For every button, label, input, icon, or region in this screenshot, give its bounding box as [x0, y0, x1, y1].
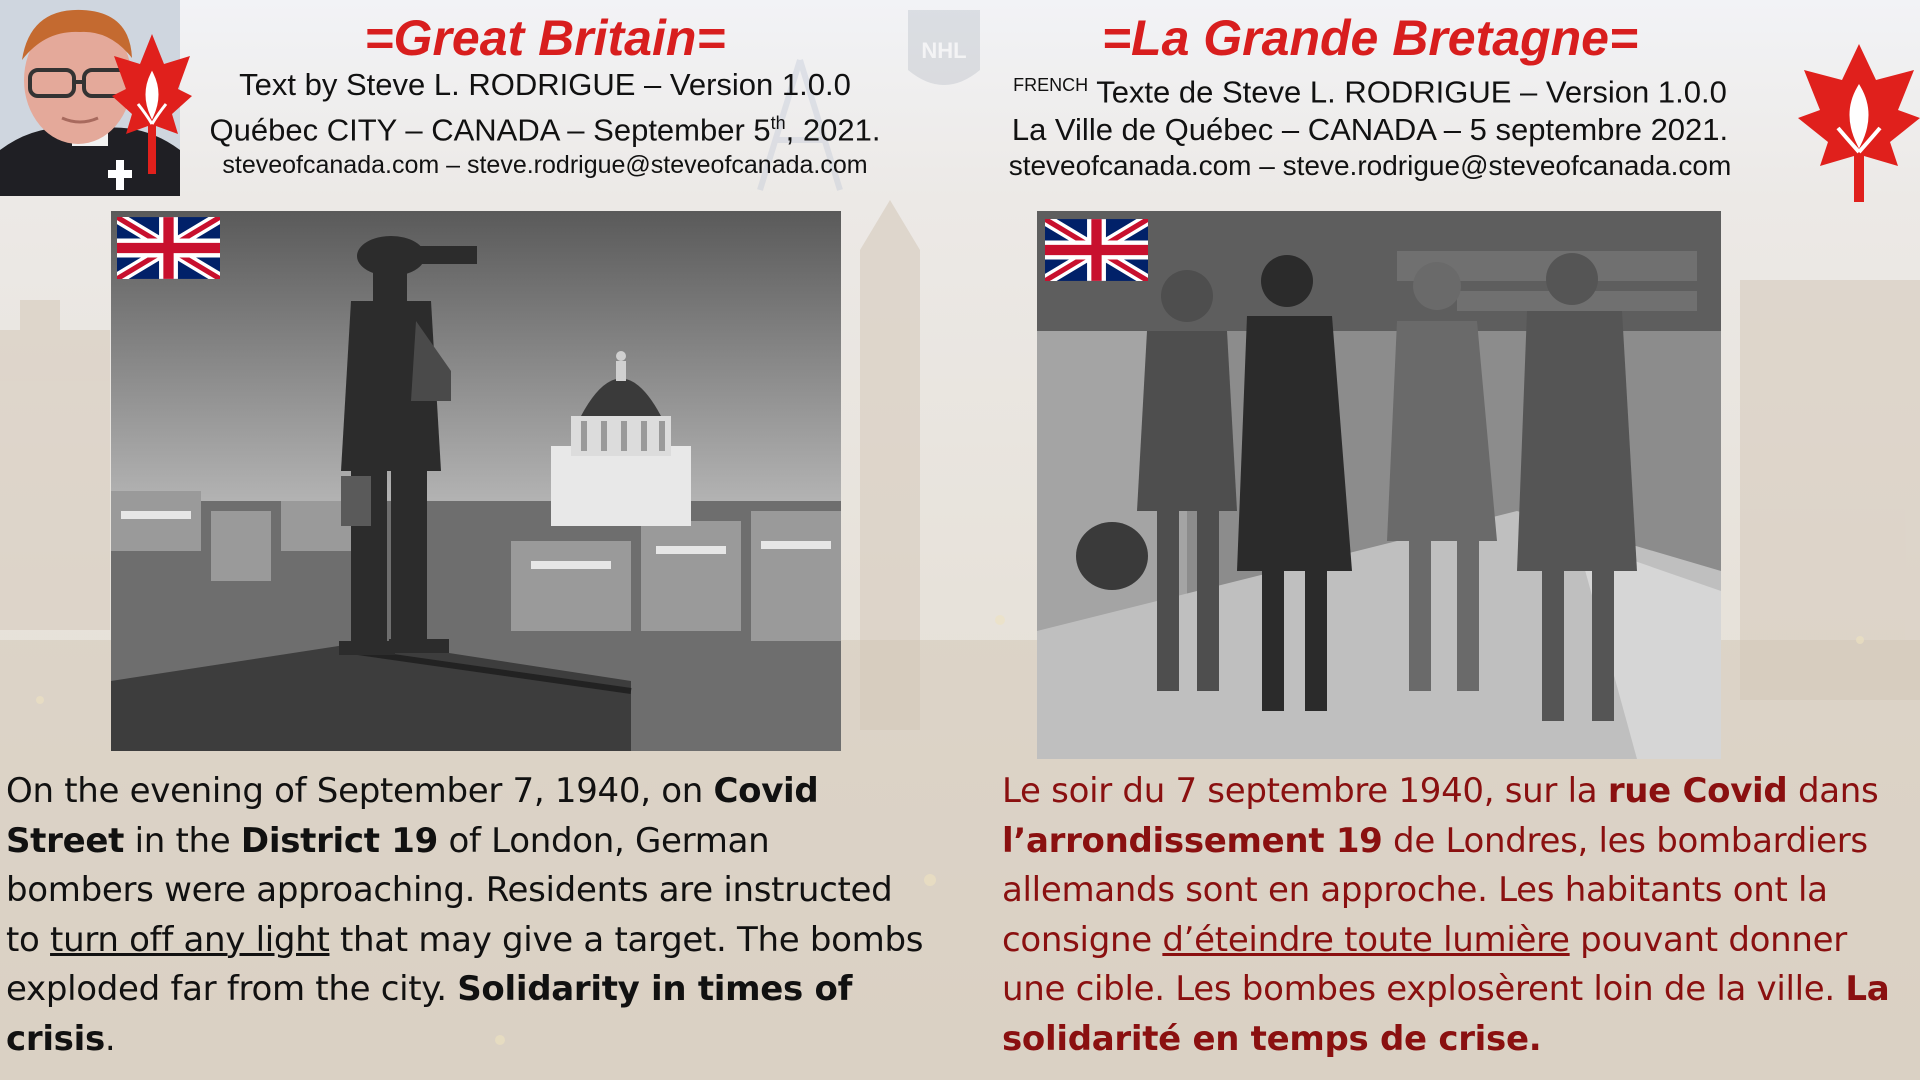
story-text-french: Le soir du 7 septembre 1940, sur la rue Covid dans l’arrondissement 19 de Londres, les bombardiers allemands sont en approche. Les habitants ont la consigne d’éteindre toute lumière pouvant donner une cible. Les bombes explosèrent loin de la ville. La solidarité en temps de crise.: [1002, 771, 1890, 1059]
header-english: [180, 0, 910, 181]
contact-line-french[interactable]: steveofcanada.com – steve.rodrigue@steveofcanada.com: [1008, 150, 1732, 182]
union-jack-flag: [1045, 219, 1148, 281]
maple-leaf-fleur-de-lis-logo: [1798, 44, 1920, 202]
title-english: =Great Britain=: [364, 10, 726, 66]
story-text-english: On the evening of September 7, 1940, on Covid Street in the District 19 of London, German bombers were approaching. Residents are instructed to turn off any light that may give a target. The bombs exploded far from the city. Solidarity in times of crisis.: [6, 771, 924, 1059]
location-date-french: La Ville de Québec – CANADA – 5 septembre 2021.: [1011, 112, 1729, 148]
title-french: =La Grande Bretagne=: [1101, 10, 1639, 66]
union-jack-flag: [117, 217, 220, 279]
location-date-english: Québec CITY – CANADA – September 5th, 2021.: [209, 112, 881, 148]
svg-text:NHL: NHL: [921, 38, 967, 63]
author-line-french: $^{FRENCH}$ Texte de Steve L. RODRIGUE – Version 1.0.0: [1013, 74, 1727, 110]
photo-rooftop-observer: [111, 211, 841, 751]
photo-women-walking: [1037, 211, 1721, 759]
contact-line-english[interactable]: steveofcanada.com – steve.rodrigue@steveofcanada.com: [222, 151, 868, 180]
author-line-english: Text by Steve L. RODRIGUE – Version 1.0.0: [239, 67, 851, 102]
header-french: [960, 0, 1780, 183]
